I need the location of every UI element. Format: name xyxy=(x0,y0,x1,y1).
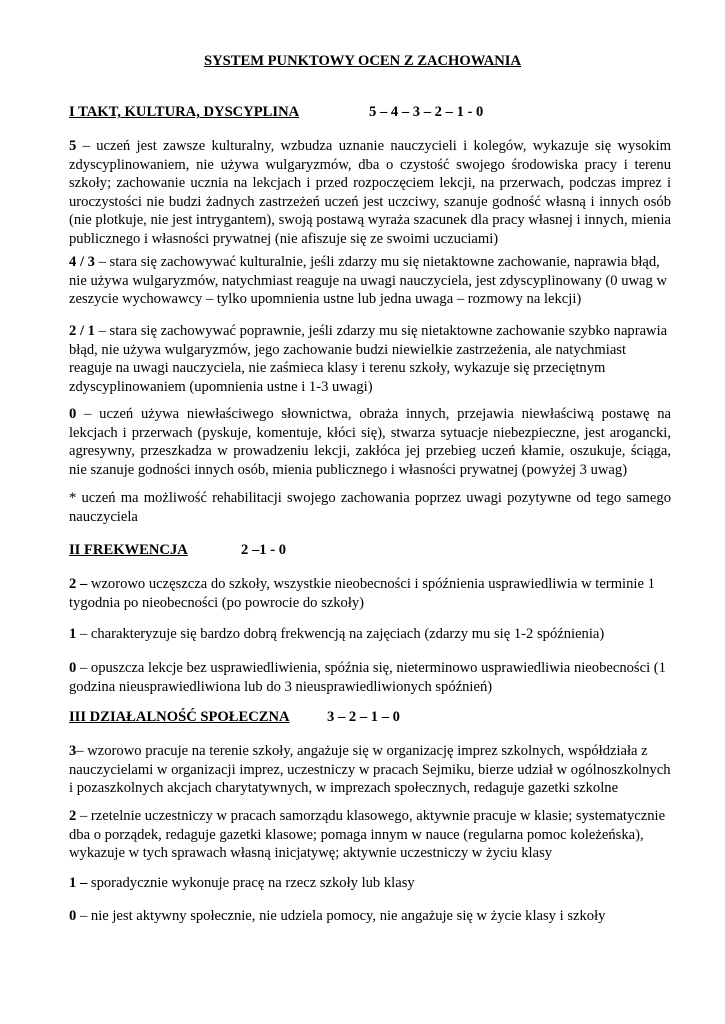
grade-value: 5 xyxy=(69,138,77,154)
grade-value: 0 xyxy=(69,406,77,422)
section-heading-dzialalnosc xyxy=(69,708,400,727)
criterion-paragraph xyxy=(69,575,671,612)
section-label: III DZIAŁALNOŚĆ SPOŁECZNA xyxy=(69,709,290,725)
criterion-paragraph xyxy=(69,322,671,396)
section-scale: 3 – 2 – 1 – 0 xyxy=(327,709,400,725)
section-heading-frekwencja xyxy=(69,541,286,560)
grade-value: 0 xyxy=(69,660,77,676)
criterion-paragraph xyxy=(69,907,671,926)
criterion-paragraph xyxy=(69,625,671,644)
grade-value: 2 / 1 xyxy=(69,323,95,339)
criterion-text: wzorowo uczęszcza do szkoły, wszystkie nieobecności i spóźnienia usprawiedliwia w terminie 1 tygodnia po nieobecności (po powrocie do szkoły) xyxy=(69,576,655,611)
criterion-text: – wzorowo pracuje na terenie szkoły, angażuje się w organizację imprez szkolnych, współdziała z nauczycielami w organizacji imprez, uczestniczy w pracach Sejmiku, bierze udział w ogólnoszkolnych i pozaszkolnych akcjach charytatywnych, w imprezach społecznych, redaguje gazetki szkolne xyxy=(69,743,671,796)
grade-value: 4 / 3 xyxy=(69,254,95,270)
criterion-text: – nie jest aktywny społecznie, nie udziela pomocy, nie angażuje się w życie klasy i szkoły xyxy=(76,908,606,924)
criterion-paragraph xyxy=(69,659,671,696)
grade-value: 1 – xyxy=(69,875,88,891)
criterion-text: – stara się zachowywać poprawnie, jeśli zdarzy mu się nietaktowne zachowanie szybko naprawia błąd, nie używa wulgaryzmów, jego zachowanie budzi niewielkie zastrzeżenia, ale natychmiast reaguje na uwagi nauczyciela, nie zaśmieca klasy i terenu szkoły, wykazuje się przeciętnym zdyscyplinowaniem (upomnienia ustne i 1-3 uwagi) xyxy=(69,323,668,395)
rehabilitation-note: * uczeń ma możliwość rehabilitacji swojego zachowania poprzez uwagi pozytywne od tego samego nauczyciela xyxy=(69,490,671,525)
criterion-paragraph xyxy=(69,807,671,863)
criterion-text: – opuszcza lekcje bez usprawiedliwienia, spóźnia się, nieterminowo usprawiedliwia nieobecności (1 godzina nieusprawiedliwiona lub do 3 nieusprawiedliwionych spóźnień) xyxy=(69,660,666,695)
section-label: I TAKT, KULTURA, DYSCYPLINA xyxy=(69,104,300,120)
criterion-text: – uczeń używa niewłaściwego słownictwa, obraża innych, przejawia niewłaściwą postawę na lekcjach i przerwach (pyskuje, komentuje, kłóci się), stwarza sytuacje niebezpieczne, jest arogancki, agresywny, przeszkadza w prowadzeniu lekcji, zakłóca jej przebieg uczeń kłamie, oszukuje, ściąga, nie szanuje godności innych osób, mienia publicznego i własności prywatnej (powyżej 3 uwag) xyxy=(69,406,671,478)
grade-value: 2 xyxy=(69,808,77,824)
criterion-text: – rzetelnie uczestniczy w pracach samorządu klasowego, aktywnie pracuje w klasie; systematycznie dba o porządek, redaguje gazetki klasowe; pomaga innym w nauce (regularna pomoc koleżeńska), wykazuje w tych sprawach własną inicjatywę; aktywnie uczestniczy w życiu klasy xyxy=(69,808,666,861)
criterion-text: – uczeń jest zawsze kulturalny, wzbudza uznanie nauczycieli i kolegów, wykazuje się wysokim zdyscyplinowaniem, nie używa wulgaryzmów, dba o czystość swojego środowiska pracy i terenu szkoły; zachowanie ucznia na lekcjach i przed rozpoczęciem lekcji, na przerwach, podczas imprez i uroczystości nie budzi żadnych zastrzeżeń uczeń jest uczciwy, szanuje godność własną i innych osób (nie plotkuje, nie jest intrygantem), swoją postawą wyraża szacunek dla pracy własnej i innych, mienia publicznego i własności prywatnej (nie afiszuje się ze swoimi uczuciami) xyxy=(69,138,671,247)
criterion-paragraph xyxy=(69,874,671,893)
criterion-paragraph xyxy=(69,137,671,248)
criterion-text: – stara się zachowywać kulturalnie, jeśli zdarzy mu się nietaktowne zachowanie, naprawia błąd, nie używa wulgaryzmów, natychmiast reaguje na uwagi nauczyciela, jest zdyscyplinowany (0 uwag w zeszycie wychowawcy – tylko upomnienia ustne lub jedna uwaga – rozmowy na lekcji) xyxy=(69,254,668,307)
criterion-text: sporadycznie wykonuje pracę na rzecz szkoły lub klasy xyxy=(87,875,415,891)
section-heading-takt xyxy=(69,103,483,122)
criterion-text: – charakteryzuje się bardzo dobrą frekwencją na zajęciach (zdarzy mu się 1-2 spóźnienia) xyxy=(76,626,605,642)
criterion-paragraph xyxy=(69,253,671,309)
grade-value: 3 xyxy=(69,743,77,759)
section-scale: 5 – 4 – 3 – 2 – 1 - 0 xyxy=(369,104,484,120)
criterion-paragraph xyxy=(69,405,671,479)
grade-value: 1 xyxy=(69,626,77,642)
grade-value: 2 – xyxy=(69,576,88,592)
document-title: SYSTEM PUNKTOWY OCEN Z ZACHOWANIA xyxy=(203,53,522,69)
section-label: II FREKWENCJA xyxy=(69,542,188,558)
criterion-paragraph xyxy=(69,742,671,798)
grade-value: 0 xyxy=(69,908,77,924)
section-scale: 2 –1 - 0 xyxy=(241,542,286,558)
